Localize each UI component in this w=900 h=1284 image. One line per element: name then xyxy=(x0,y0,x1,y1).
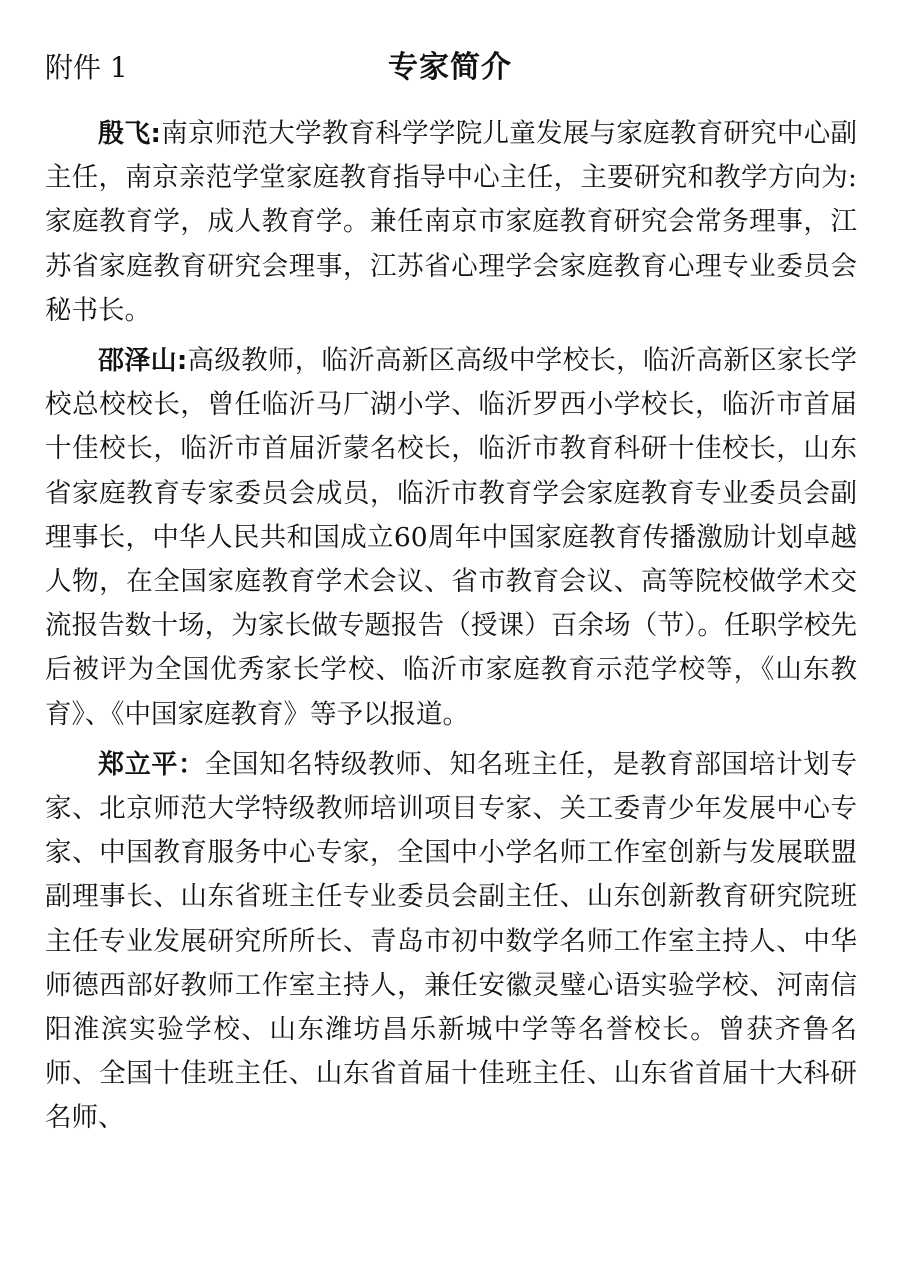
expert-name: 殷飞: xyxy=(98,119,161,149)
expert-name: 邵泽山: xyxy=(98,346,188,377)
expert-paragraph-yin-fei xyxy=(45,112,857,333)
document-body xyxy=(45,112,857,1147)
document-header xyxy=(0,48,900,92)
page-title: 专家简介 xyxy=(388,50,512,85)
expert-bio: 高级教师，临沂高新区高级中学校长，临沂高新区家长学校总校校长，曾任临沂马厂湖小学、临沂罗西小学校长，临沂市首届十佳校长，临沂市首届沂蒙名校长，临沂市教育科研十佳校长，山东省家庭教育专家委员会成员，临沂市教育学会家庭教育专业委员会副理事长，中华人民共和国成立60周年中国家庭教育传播激励计划卓越人物，在全国家庭教育学术会议、省市教育会议、高等院校做学术交流报告数十场，为家长做专题报告（授课）百余场（节）。任职学校先后被评为全国优秀家长学校、临沂市家庭教育示范学校等，《山东教育》、《中国家庭教育》等予以报道。 xyxy=(45,345,857,730)
expert-paragraph-zheng-liping xyxy=(45,743,857,1141)
expert-name: 郑立平： xyxy=(98,749,205,780)
expert-paragraph-shao-zeshan xyxy=(45,339,857,737)
expert-bio: 南京师范大学教育科学学院儿童发展与家庭教育研究中心副主任，南京亲范学堂家庭教育指导中心主任，主要研究和教学方向为:家庭教育学，成人教育学。兼任南京市家庭教育研究会常务理事，江苏省家庭教育研究会理事，江苏省心理学会家庭教育心理专业委员会秘书长。 xyxy=(45,118,858,326)
attachment-label: 附件 1 xyxy=(45,51,128,84)
expert-bio: 全国知名特级教师、知名班主任，是教育部国培计划专家、北京师范大学特级教师培训项目专家、关工委青少年发展中心专家、中国教育服务中心专家，全国中小学名师工作室创新与发展联盟副理事长、山东省班主任专业委员会副主任、山东创新教育研究院班主任专业发展研究所所长、青岛市初中数学名师工作室主持人、中华师德西部好教师工作室主持人，兼任安徽灵璧心语实验学校、河南信阳淮滨实验学校、山东潍坊昌乐新城中学等名誉校长。曾获齐鲁名师、全国十佳班主任、山东省首届十佳班主任、山东省首届十大科研名师、 xyxy=(45,748,857,1134)
